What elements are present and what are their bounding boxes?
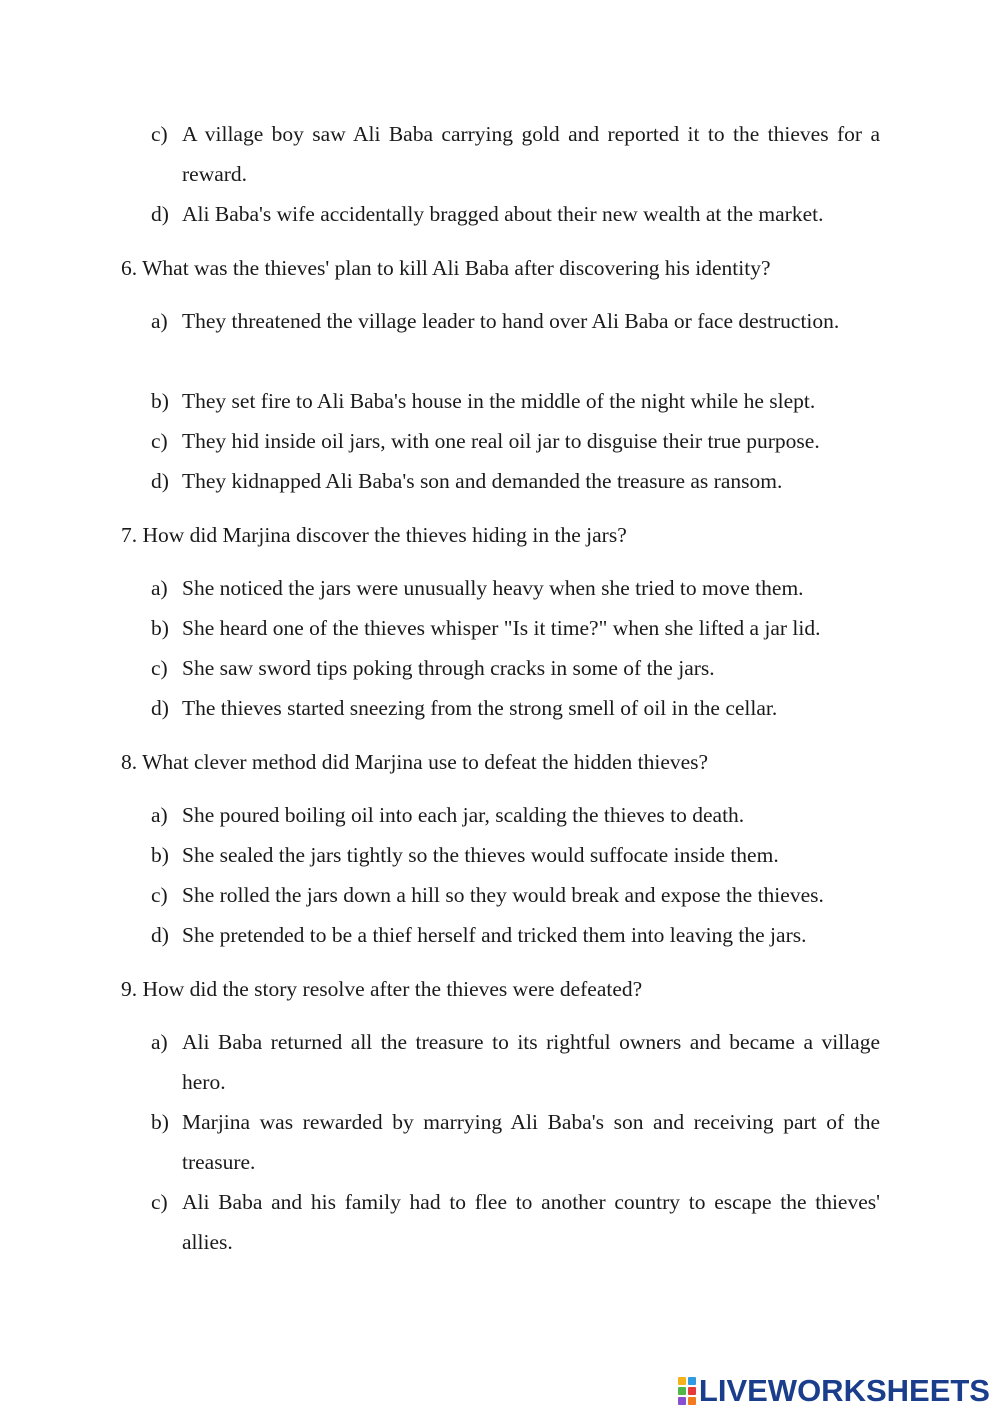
q5-option-d (151, 194, 880, 234)
option-letter: b) (151, 1110, 169, 1134)
option-letter: d) (151, 202, 169, 226)
q8-option-b (151, 835, 880, 875)
option-text: They set fire to Ali Baba's house in the middle of the night while he slept. (182, 389, 816, 413)
option-letter: c) (151, 429, 168, 453)
q8-option-c (151, 875, 880, 915)
liveworksheets-logo[interactable] (678, 1374, 990, 1408)
logo-square (678, 1387, 686, 1395)
option-letter: b) (151, 389, 169, 413)
option-text: Ali Baba's wife accidentally bragged about their new wealth at the market. (182, 202, 824, 226)
q7-option-a (151, 568, 880, 608)
q6-option-c (151, 421, 880, 461)
q6-option-b (151, 381, 880, 421)
logo-square (688, 1397, 696, 1405)
option-letter: b) (151, 843, 169, 867)
option-letter: a) (151, 309, 168, 333)
q8-option-a (151, 795, 880, 835)
question-8: 8. What clever method did Marjina use to defeat the hidden thieves? (121, 750, 709, 774)
logo-text: LIVEWORKSHEETS (698, 1373, 990, 1408)
option-letter: c) (151, 656, 168, 680)
option-letter: a) (151, 803, 168, 827)
q9-option-c (151, 1182, 880, 1262)
q6-option-a (151, 301, 880, 341)
option-text: She pretended to be a thief herself and tricked them into leaving the jars. (182, 923, 807, 947)
option-letter: c) (151, 122, 168, 146)
option-text: Ali Baba and his family had to flee to another country to escape the thieves' allies. (182, 1190, 880, 1254)
q7-option-b (151, 608, 880, 648)
option-text: Ali Baba returned all the treasure to its rightful owners and became a village hero. (182, 1030, 880, 1094)
option-text: Marjina was rewarded by marrying Ali Baba's son and receiving part of the treasure. (182, 1110, 880, 1174)
question-9: 9. How did the story resolve after the thieves were defeated? (121, 977, 643, 1001)
option-letter: c) (151, 883, 168, 907)
question-7: 7. How did Marjina discover the thieves hiding in the jars? (121, 523, 627, 547)
q5-option-c (151, 114, 880, 194)
option-letter: a) (151, 1030, 168, 1054)
option-text: They kidnapped Ali Baba's son and demanded the treasure as ransom. (182, 469, 783, 493)
option-text: She noticed the jars were unusually heavy when she tried to move them. (182, 576, 804, 600)
option-letter: c) (151, 1190, 168, 1214)
q7-option-d (151, 688, 880, 728)
logo-square (688, 1377, 696, 1385)
q7-option-c (151, 648, 880, 688)
option-text: The thieves started sneezing from the strong smell of oil in the cellar. (182, 696, 778, 720)
logo-square (678, 1397, 686, 1405)
option-text: She heard one of the thieves whisper "Is it time?" when she lifted a jar lid. (182, 616, 821, 640)
option-letter: d) (151, 469, 169, 493)
option-text: She sealed the jars tightly so the thieves would suffocate inside them. (182, 843, 779, 867)
option-letter: d) (151, 923, 169, 947)
option-text: She rolled the jars down a hill so they would break and expose the thieves. (182, 883, 824, 907)
option-text: She saw sword tips poking through cracks in some of the jars. (182, 656, 715, 680)
option-letter: a) (151, 576, 168, 600)
logo-grid-icon (678, 1377, 696, 1405)
option-letter: d) (151, 696, 169, 720)
option-text: She poured boiling oil into each jar, scalding the thieves to death. (182, 803, 745, 827)
q9-option-b (151, 1102, 880, 1182)
logo-square (678, 1377, 686, 1385)
option-letter: b) (151, 616, 169, 640)
q8-option-d (151, 915, 880, 955)
option-text: They threatened the village leader to hand over Ali Baba or face destruction. (182, 309, 840, 333)
q9-option-a (151, 1022, 880, 1102)
question-6: 6. What was the thieves' plan to kill Ali Baba after discovering his identity? (121, 256, 771, 280)
logo-square (688, 1387, 696, 1395)
option-text: They hid inside oil jars, with one real oil jar to disguise their true purpose. (182, 429, 820, 453)
q6-option-d (151, 461, 880, 501)
option-text: A village boy saw Ali Baba carrying gold and reported it to the thieves for a reward. (182, 122, 880, 186)
